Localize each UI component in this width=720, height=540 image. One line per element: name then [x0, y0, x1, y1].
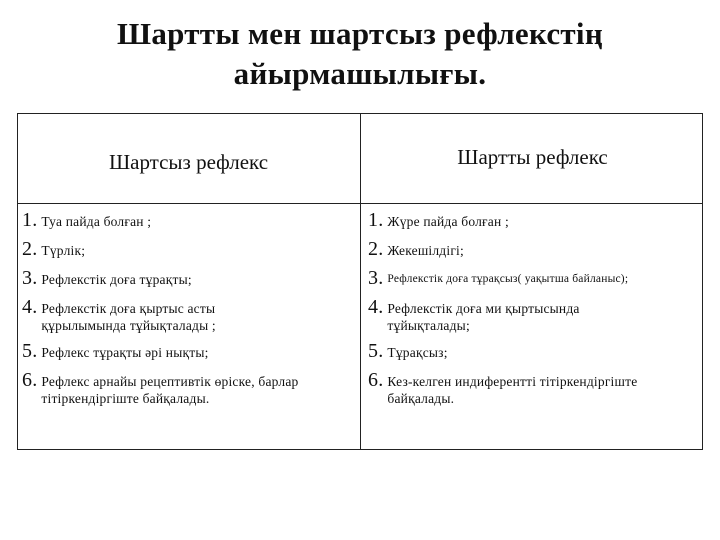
list-item	[22, 209, 362, 232]
unconditioned-reflex-header: Шартсыз рефлекс	[108, 150, 269, 174]
item-text: Жекешілдігі;	[387, 243, 464, 258]
list-item	[22, 369, 362, 407]
item-text: Рефлекс тұрақты әрі нықты;	[41, 345, 209, 360]
list-item	[368, 238, 703, 261]
item-text: Жүре пайда болған ;	[387, 214, 509, 229]
item-text: Рефлекстік доға ми қыртысында тұйықталады;	[387, 301, 580, 333]
list-item	[368, 267, 703, 290]
title-line-2: айырмашылығы.	[233, 56, 487, 91]
item-number: 4.	[368, 296, 384, 318]
item-text: Түрлік;	[41, 243, 86, 258]
list-item	[368, 369, 703, 407]
unconditioned-reflex-list	[22, 209, 362, 416]
item-number: 2.	[22, 238, 38, 260]
item-text: Рефлекс арнайы рецептивтік өріске, барлар тітіркендіргіште байқалады.	[41, 374, 299, 406]
item-text: Кез-келген индиферентті тітіркендіргіште байқалады.	[387, 374, 638, 406]
item-text: Рефлекстік доға тұрақсыз( уақытша байланыс);	[387, 273, 629, 285]
item-number: 2.	[368, 238, 384, 260]
item-text: Тұрақсыз;	[387, 345, 448, 360]
item-number: 4.	[22, 296, 38, 318]
item-number: 5.	[22, 340, 38, 362]
slide-title	[0, 14, 720, 94]
list-item	[22, 340, 362, 363]
list-item	[22, 296, 362, 334]
title-line-1: Шартты мен шартсыз рефлекстің	[116, 16, 603, 51]
item-number: 3.	[22, 267, 38, 289]
item-number: 1.	[368, 209, 384, 231]
conditioned-reflex-list	[368, 209, 703, 416]
list-item	[368, 209, 703, 232]
list-item	[22, 267, 362, 290]
list-item	[368, 340, 703, 363]
item-text: Рефлекстік доға тұрақты;	[41, 272, 192, 287]
list-item	[22, 238, 362, 261]
item-number: 5.	[368, 340, 384, 362]
list-item	[368, 296, 703, 334]
item-number: 6.	[368, 369, 384, 391]
item-text: Туа пайда болған ;	[41, 214, 152, 229]
conditioned-reflex-header: Шартты рефлекс	[457, 145, 608, 169]
item-number: 1.	[22, 209, 38, 231]
item-number: 6.	[22, 369, 38, 391]
item-number: 3.	[368, 267, 384, 289]
item-text: Рефлекстік доға қыртыс асты құрылымында тұйықталады ;	[41, 301, 216, 333]
